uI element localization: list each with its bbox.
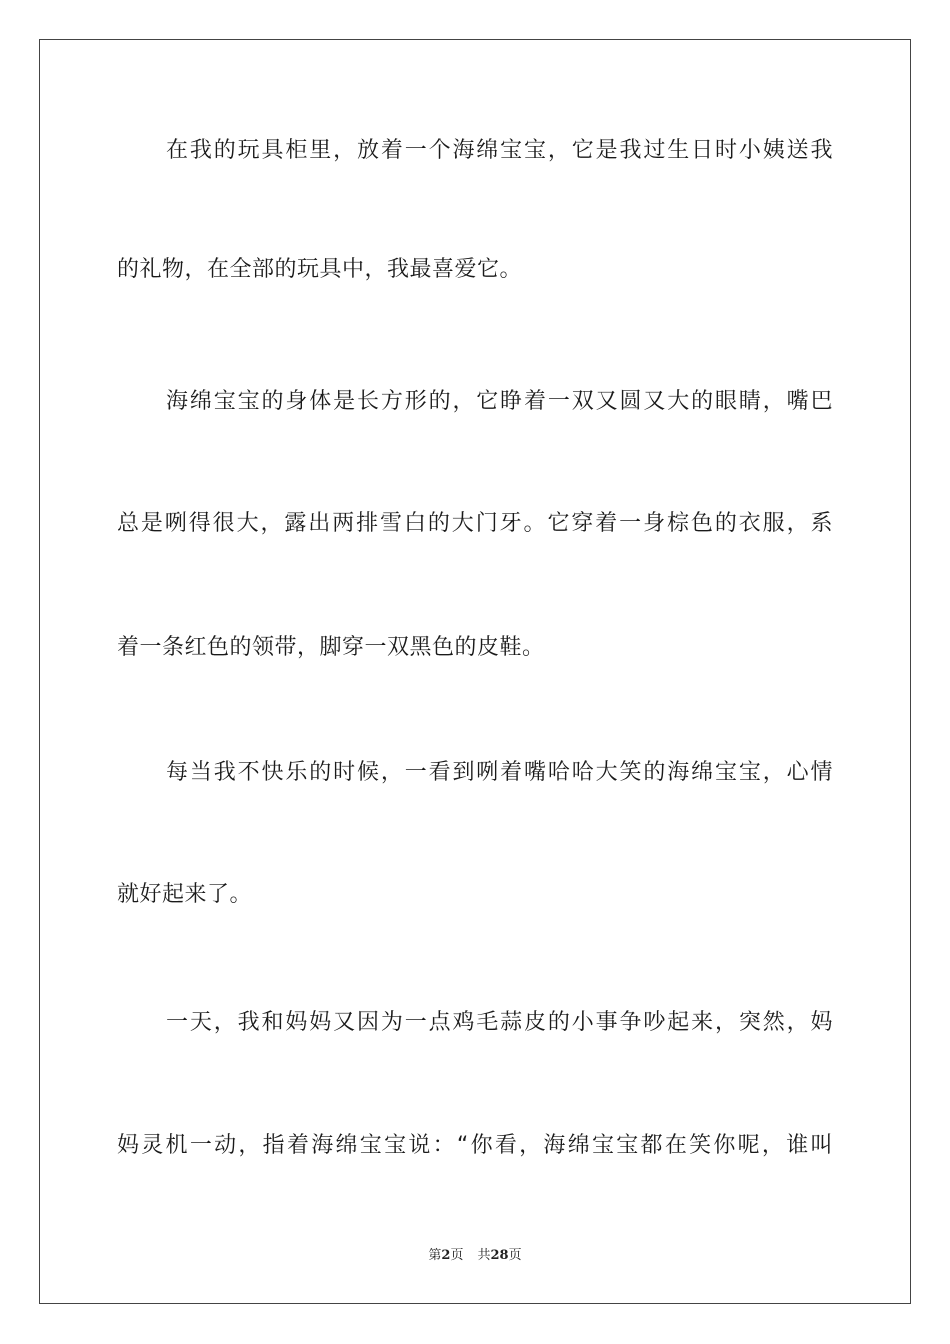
page-suffix: 页 — [450, 1248, 464, 1263]
page-prefix: 第 — [428, 1248, 442, 1263]
page-number: 2 — [441, 1248, 451, 1263]
paragraph-4-line-2: 妈灵机一动，指着海绵宝宝说：“你看，海绵宝宝都在笑你呢，谁叫 — [117, 1133, 833, 1158]
page-border — [39, 39, 911, 1304]
paragraph-4-line-1: 一天，我和妈妈又因为一点鸡毛蒜皮的小事争吵起来，突然，妈 — [166, 1010, 833, 1035]
paragraph-2-line-2: 总是咧得很大，露出两排雪白的大门牙。它穿着一身棕色的衣服，系 — [117, 511, 833, 536]
paragraph-1-line-1: 在我的玩具柜里，放着一个海绵宝宝，它是我过生日时小姨送我 — [166, 138, 833, 163]
paragraph-2-line-3: 着一条红色的领带，脚穿一双黑色的皮鞋。 — [117, 635, 545, 660]
total-prefix: 共 — [477, 1248, 491, 1263]
paragraph-3-line-1: 每当我不快乐的时候，一看到咧着嘴哈哈大笑的海绵宝宝，心情 — [166, 760, 833, 785]
paragraph-1-line-2: 的礼物，在全部的玩具中，我最喜爱它。 — [117, 257, 523, 282]
total-suffix: 页 — [508, 1248, 522, 1263]
paragraph-3-line-2: 就好起来了。 — [117, 882, 253, 907]
paragraph-2-line-1: 海绵宝宝的身体是长方形的，它睁着一双又圆又大的眼睛，嘴巴 — [166, 389, 833, 414]
page-footer — [0, 1247, 950, 1265]
total-pages: 28 — [490, 1248, 509, 1263]
